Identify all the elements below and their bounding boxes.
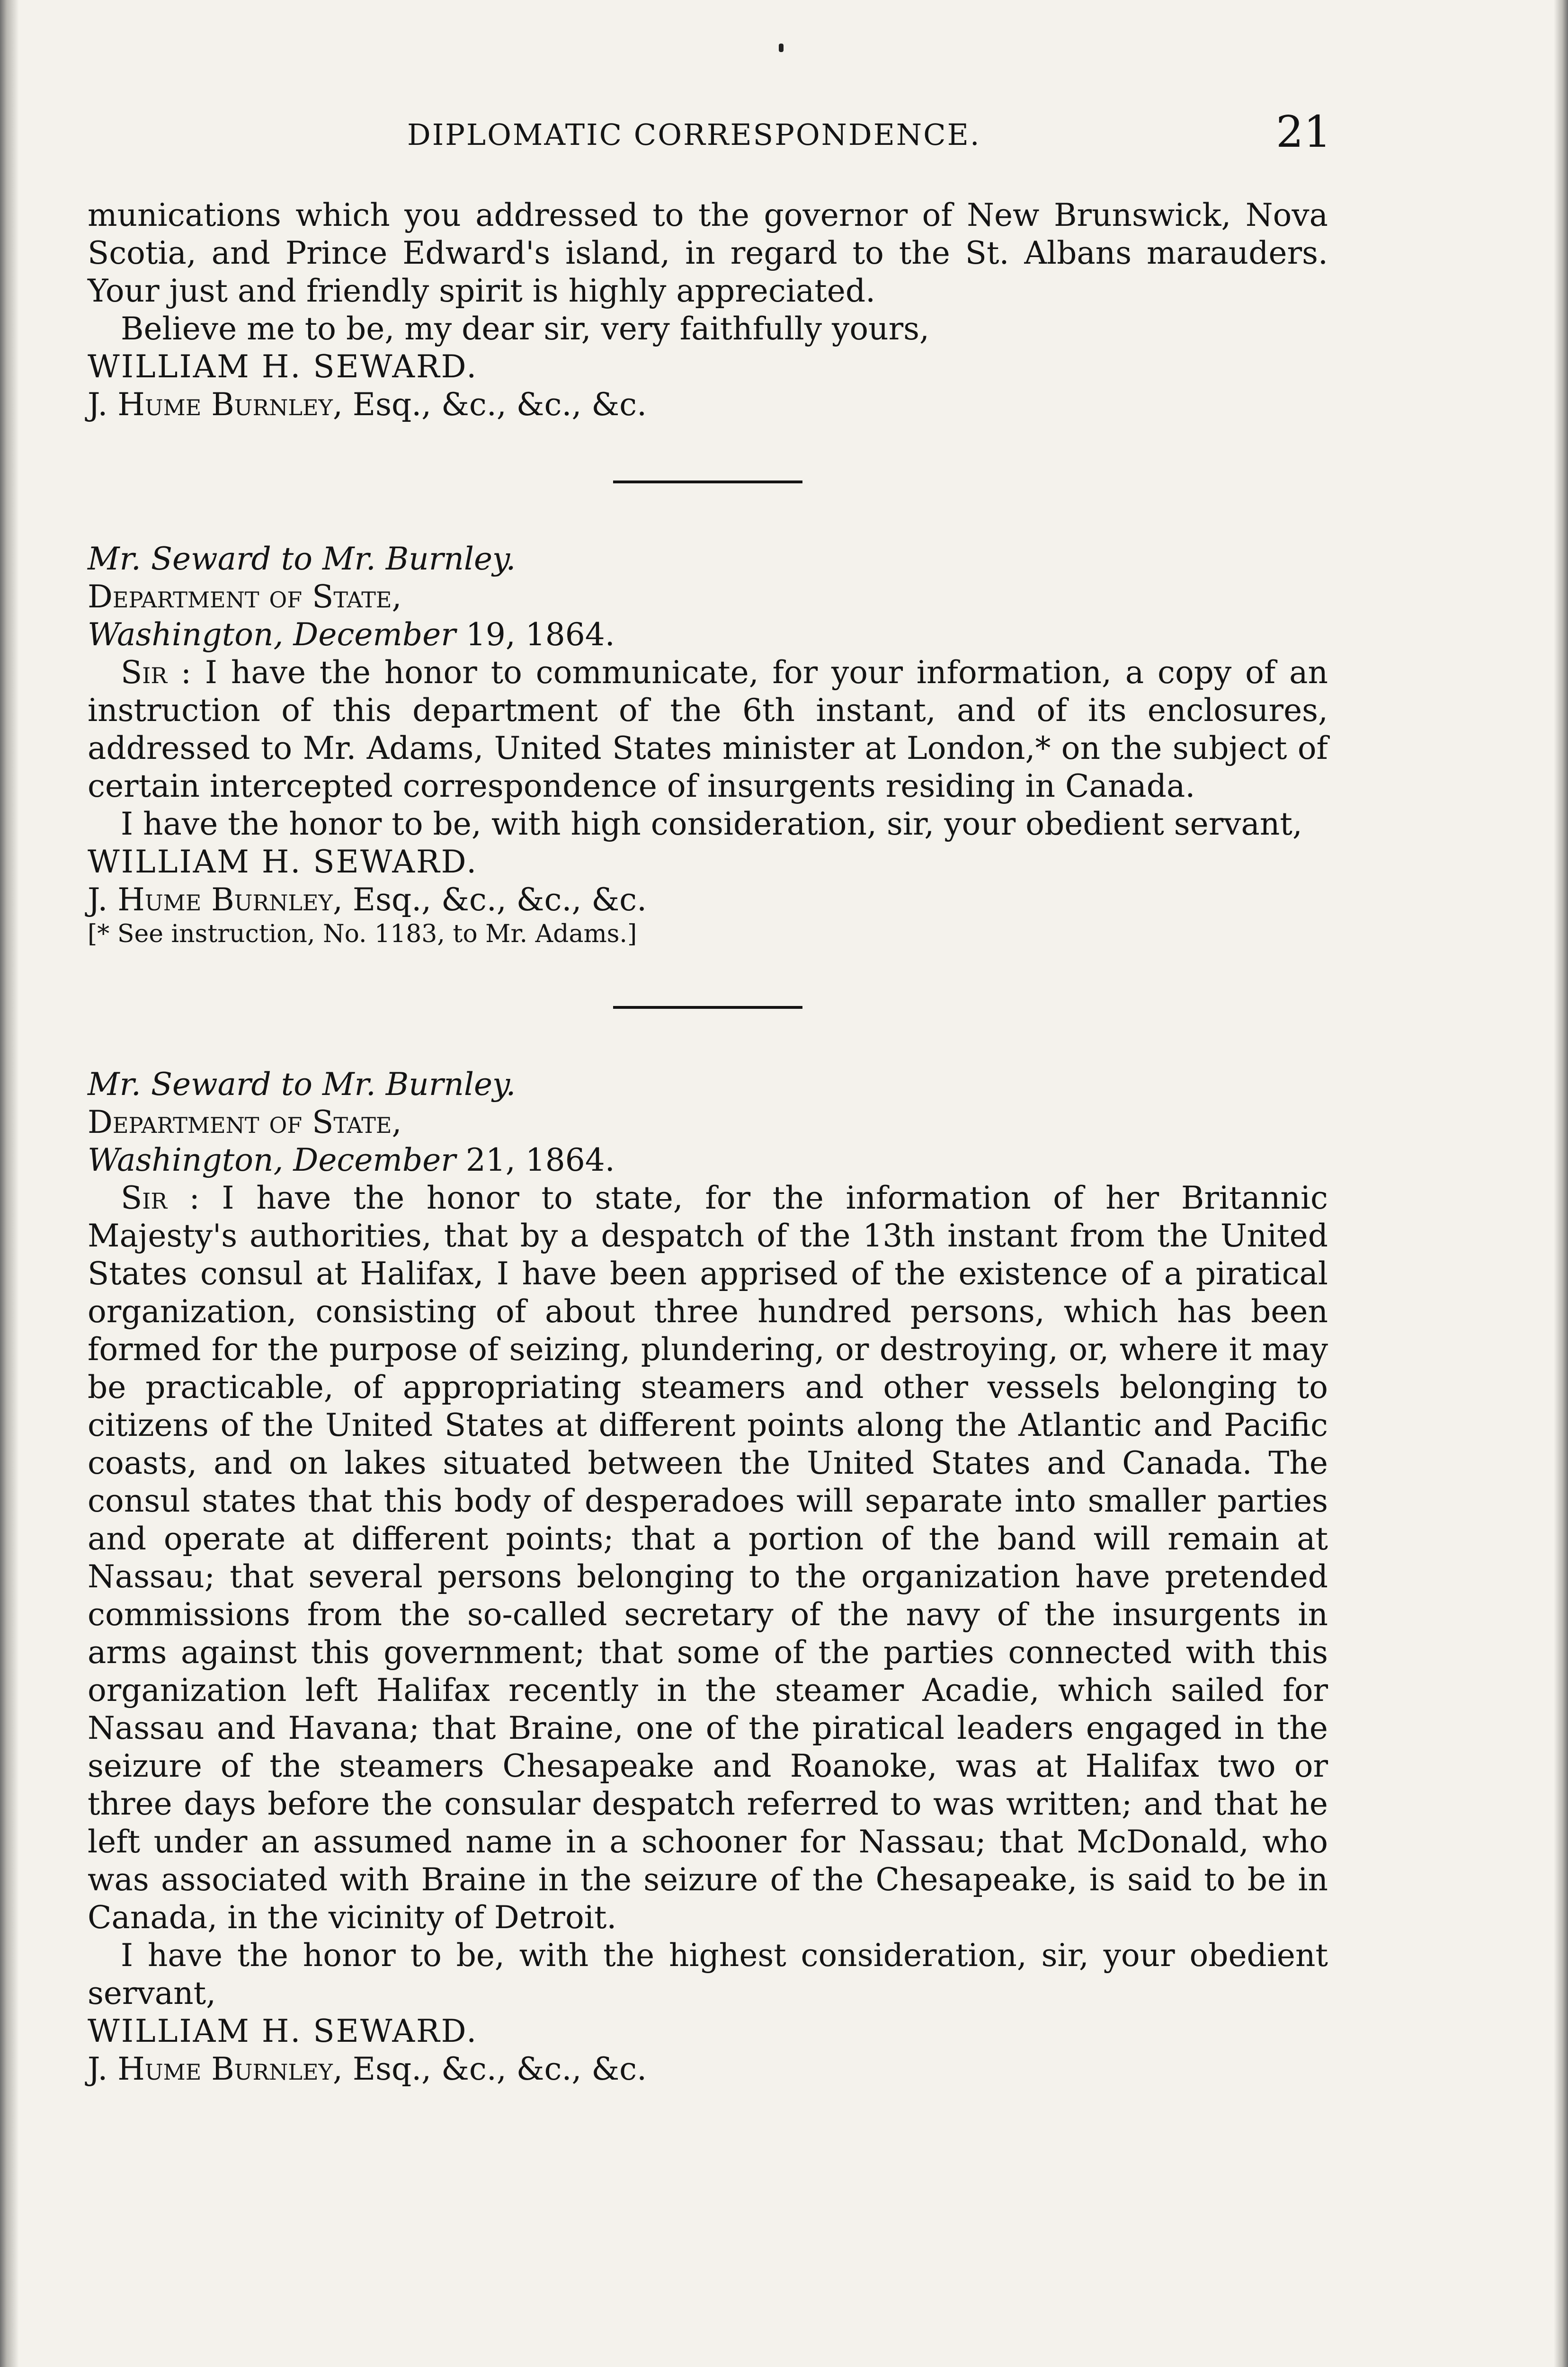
addressee-rest: , Esq., &c., &c., &c. bbox=[332, 386, 647, 423]
dateline-date: 21, 1864. bbox=[455, 1142, 615, 1178]
salutation: Sir : bbox=[121, 654, 192, 691]
dateline-place: Washington, December bbox=[88, 616, 456, 653]
addressee-rest: , Esq., &c., &c., &c. bbox=[332, 881, 647, 918]
letter2-dateline bbox=[88, 616, 1328, 654]
addressee-rest: , Esq., &c., &c., &c. bbox=[332, 2051, 647, 2087]
letter2-department: Department of State, bbox=[88, 578, 402, 615]
page-edge-right bbox=[1554, 0, 1568, 2367]
letter1-addressee bbox=[88, 386, 1328, 424]
salutation: Sir : bbox=[121, 1180, 200, 1216]
letter2-addressee bbox=[88, 881, 1328, 919]
letter3-signature: WILLIAM H. SEWARD. bbox=[88, 2013, 478, 2049]
letter2-footnote: [* See instruction, No. 1183, to Mr. Adams.] bbox=[88, 920, 637, 948]
letter3-closing: I have the honor to be, with the highest consideration, sir, your obedient servant, bbox=[88, 1937, 1328, 2011]
letter3-department: Department of State, bbox=[88, 1104, 402, 1140]
letter3-body bbox=[88, 1179, 1328, 1937]
addressee-name: J. Hume Burnley bbox=[88, 881, 333, 918]
letter2-signature: WILLIAM H. SEWARD. bbox=[88, 844, 478, 880]
section-rule bbox=[613, 1006, 802, 1009]
page-body bbox=[88, 196, 1328, 2088]
letter1-signature: WILLIAM H. SEWARD. bbox=[88, 348, 478, 385]
letter1-closing: Believe me to be, my dear sir, very faithfully yours, bbox=[121, 311, 929, 347]
page-edge-left bbox=[0, 0, 19, 2367]
letter2-body-text: I have the honor to communicate, for your information, a copy of an instruction of this department of the 6th instant, and of its enclosures, addressed to Mr. Adams, United States minister at London,* on the subject of certain intercepted correspondence of insurgents residing in Canada. bbox=[88, 654, 1328, 804]
letter2-heading: Mr. Seward to Mr. Burnley. bbox=[88, 541, 516, 577]
section-rule bbox=[613, 481, 802, 483]
letter1-continuation: munications which you addressed to the governor of New Brunswick, Nova Scotia, and Prince Edward's island, in regard to the St. Albans marauders. Your just and friendly spirit is highly appreciated. bbox=[88, 197, 1328, 309]
letter2-body bbox=[88, 654, 1328, 805]
addressee-name: J. Hume Burnley bbox=[88, 386, 333, 423]
page-number: 21 bbox=[1276, 107, 1332, 157]
letter3-dateline bbox=[88, 1141, 1328, 1179]
letter3-heading: Mr. Seward to Mr. Burnley. bbox=[88, 1066, 516, 1103]
addressee-name: J. Hume Burnley bbox=[88, 2051, 333, 2087]
letter3-addressee bbox=[88, 2050, 1328, 2088]
dateline-date: 19, 1864. bbox=[455, 616, 615, 653]
letter3-body-text: I have the honor to state, for the information of her Britannic Majesty's authorities, that by a despatch of the 13th instant from the United States consul at Halifax, I have been apprised of the existence of a piratical organization, consisting of about three hundred persons, which has been formed for the purpose of seizing, plundering, or destroying, or, where it may be practicable, of appropriating steamers and other vessels belonging to citizens of the United States at different points along the Atlantic and Pacific coasts, and on lakes situated between the United States and Canada. The consul states that this body of desperadoes will separate into smaller parties and operate at different points; that a portion of the band will remain at Nassau; that several persons belonging to the organization have pretended commissions from the so-called secretary of the navy of the insurgents in arms against this government; that some of the parties connected with this organization left Halifax recently in the steamer Acadie, which sailed for Nassau and Havana; that Braine, one of the piratical leaders engaged in the seizure of the steamers Chesapeake and Roanoke, was at Halifax two or three days before the consular despatch referred to was written; and that he left under an assumed name in a schooner for Nassau; that McDonald, who was associated with Braine in the seizure of the Chesapeake, is said to be in Canada, in the vicinity of Detroit. bbox=[88, 1180, 1328, 1936]
letter2-closing: I have the honor to be, with high consideration, sir, your obedient servant, bbox=[121, 806, 1302, 842]
running-title: DIPLOMATIC CORRESPONDENCE. bbox=[407, 117, 981, 152]
dateline-place: Washington, December bbox=[88, 1142, 456, 1178]
ink-mark bbox=[779, 44, 784, 52]
